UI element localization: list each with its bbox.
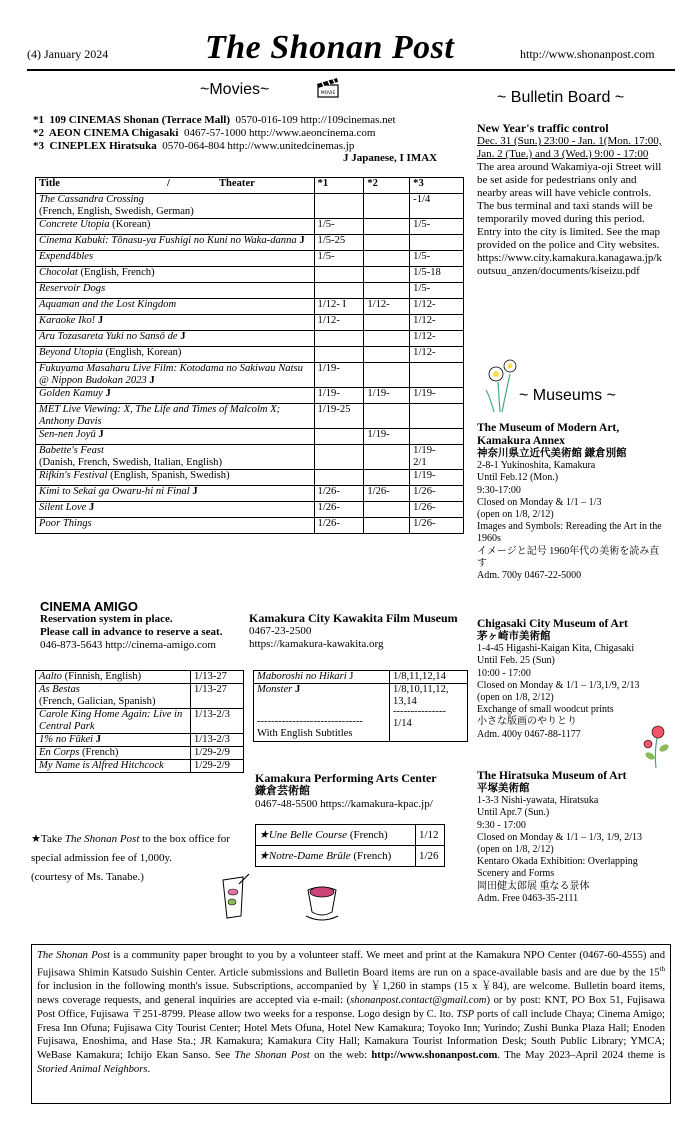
bulletin-url[interactable]: https://www.city.kamakura.kanagawa.jp/koutsuu_anzen/documents/kiseizu.pdf bbox=[477, 252, 662, 277]
theater-c1 bbox=[314, 445, 364, 470]
theater-c2: 1/19- bbox=[364, 429, 410, 445]
amigo-line1: Reservation system in place. bbox=[40, 613, 173, 625]
theater-c3: 1/19- bbox=[410, 470, 464, 486]
theater-c1: 1/26- bbox=[314, 486, 364, 502]
movie-title-cell bbox=[36, 347, 315, 363]
theater-c2 bbox=[364, 315, 410, 331]
movie-schedule-table bbox=[35, 177, 464, 534]
theater-c3 bbox=[410, 235, 464, 251]
museums-heading: ~ Museums ~ bbox=[519, 387, 616, 404]
movie-title: Silent Love bbox=[39, 502, 87, 513]
table-row bbox=[36, 315, 464, 331]
movie-lang: (Korean) bbox=[109, 219, 151, 230]
camellia-icon bbox=[640, 720, 674, 770]
movie-lang: J bbox=[102, 388, 111, 399]
svg-text:MOVIE: MOVIE bbox=[320, 91, 336, 96]
theater-c1 bbox=[314, 331, 364, 347]
theater-c3: 1/26- bbox=[410, 486, 464, 502]
movie-title-cell bbox=[36, 363, 315, 388]
theater-c1: 1/19-25 bbox=[314, 404, 364, 429]
theater-c1: 1/19- bbox=[314, 388, 364, 404]
movie-title-cell bbox=[36, 518, 315, 534]
theater-c2 bbox=[364, 347, 410, 363]
bulletin-heading: ~ Bulletin Board ~ bbox=[497, 89, 625, 106]
amigo-lang: (French, Galician, Spanish) bbox=[39, 696, 156, 707]
movie-title: Fukuyama Masaharu Live Film: Kotodama no Sakiwau Natsu @ Nippon Budokan 2023 bbox=[39, 363, 303, 386]
kpac-contact: 0467-48-5500 https://kamakura-kpac.jp/ bbox=[255, 798, 433, 810]
paint-palette-icon bbox=[213, 872, 253, 924]
cinema-1: *1 109 CINEMAS Shonan (Terrace Mall) 0570-016-109 http://109cinemas.net bbox=[33, 114, 396, 126]
bulletin-dates: Dec. 31 (Sun.) 23:00 - Jan. 1(Mon. 17:00, Jan. 2 (Tue.) and 3 (Wed.) 9:00 - 17:00 bbox=[477, 135, 662, 160]
theater-c1 bbox=[314, 283, 364, 299]
kawakita-phone: 0467-23-2500 bbox=[249, 625, 312, 637]
amigo-title: CINEMA AMIGO bbox=[40, 599, 138, 614]
table-row bbox=[36, 267, 464, 283]
theater-c2 bbox=[364, 363, 410, 388]
amigo-lang: (Finnish, English) bbox=[61, 671, 142, 682]
theater-c2: 1/26- bbox=[364, 486, 410, 502]
amigo-title-cell bbox=[36, 760, 191, 773]
theater-c2: 1/19- bbox=[364, 388, 410, 404]
amigo-lang: (French) bbox=[79, 747, 119, 758]
table-row bbox=[36, 299, 464, 315]
cinema-3: *3 CINEPLEX Hiratsuka 0570-064-804 http://www.unitedcinemas.jp bbox=[33, 140, 355, 152]
table-row bbox=[36, 283, 464, 299]
theater-c2 bbox=[364, 445, 410, 470]
theater-c2 bbox=[364, 502, 410, 518]
movie-title: Aquaman and the Lost Kingdom bbox=[39, 299, 177, 310]
header-title: Title / Theater bbox=[36, 178, 315, 194]
amigo-title: Carole King Home Again: Live in Central Park bbox=[39, 709, 183, 732]
movie-title: Golden Kamuy bbox=[39, 388, 103, 399]
theater-c3: 1/12- bbox=[410, 299, 464, 315]
theater-c3: 1/26- bbox=[410, 518, 464, 534]
theater-c1 bbox=[314, 429, 364, 445]
movie-lang: J bbox=[86, 502, 95, 513]
table-row bbox=[36, 684, 244, 709]
movie-title: Kimi to Sekai ga Owaru-hi ni Final bbox=[39, 486, 190, 497]
table-row bbox=[36, 470, 464, 486]
kawakita-title: Kamakura City Kawakita Film Museum bbox=[249, 611, 458, 625]
table-row bbox=[36, 734, 244, 747]
amigo-line2: Please call in advance to reserve a seat. bbox=[40, 626, 223, 638]
theater-c1: 1/19- bbox=[314, 363, 364, 388]
movie-title: Sen-nen Joyū bbox=[39, 429, 96, 440]
movie-title: Aru Tozasareta Yuki no Sansō de bbox=[39, 331, 178, 342]
theater-c1: 1/26- bbox=[314, 518, 364, 534]
kpac-schedule-table bbox=[255, 824, 445, 867]
table-row bbox=[36, 445, 464, 470]
amigo-date: 1/13-2/3 bbox=[191, 709, 244, 734]
movie-title-cell bbox=[36, 267, 315, 283]
theater-c2 bbox=[364, 331, 410, 347]
theater-c2 bbox=[364, 194, 410, 219]
movie-title-cell bbox=[36, 315, 315, 331]
movie-title-cell bbox=[36, 470, 315, 486]
theater-c3: -1/4 bbox=[410, 194, 464, 219]
theater-c3: 1/5- bbox=[410, 283, 464, 299]
theater-c2: 1/12- bbox=[364, 299, 410, 315]
theater-c3: 1/5- bbox=[410, 219, 464, 235]
header-rule bbox=[27, 69, 675, 71]
table-row bbox=[256, 846, 445, 867]
kawakita-info bbox=[249, 612, 474, 651]
theater-c2 bbox=[364, 404, 410, 429]
footer-web-link[interactable]: http://www.shonanpost.com bbox=[371, 1050, 498, 1062]
header-url[interactable]: http://www.shonanpost.com bbox=[520, 47, 655, 61]
movie-title-cell bbox=[36, 486, 315, 502]
theater-c2 bbox=[364, 283, 410, 299]
movie-title-cell bbox=[36, 404, 315, 429]
table-row bbox=[36, 388, 464, 404]
cinema-2: *2 AEON CINEMA Chigasaki 0467-57-1000 http://www.aeoncinema.com bbox=[33, 127, 376, 139]
movie-lang: J bbox=[146, 375, 155, 386]
museum-modern-art: The Museum of Modern Art, Kamakura Annex 神奈川県立近代美術館 鎌倉別館 2-8-1 Yukinoshita, Kamakura Until Feb.12 (Mon.) 9:30-17:00 Closed on Monday & 1/1 – 1/3 (open on 1/8, 2/12) Images and Symbols: Rereading the Art in the 1960s イメージと記号 1960年代の美術を読み直す Adm. 700y 0467-22-5000 bbox=[477, 422, 662, 582]
movie-clapper-icon bbox=[315, 74, 341, 100]
amigo-title: Aalto bbox=[39, 671, 62, 682]
kpac-title: Kamakura Performing Arts Center bbox=[255, 771, 437, 785]
movies-heading: ~Movies~ bbox=[200, 81, 270, 98]
amigo-title-cell bbox=[36, 747, 191, 760]
table-row bbox=[36, 747, 244, 760]
table-row bbox=[36, 486, 464, 502]
movie-title-cell bbox=[36, 502, 315, 518]
table-row bbox=[36, 429, 464, 445]
theater-c1 bbox=[314, 347, 364, 363]
movie-title: Babette's Feast bbox=[39, 445, 104, 456]
museum-chigasaki: Chigasaki City Museum of Art 茅ヶ崎市美術館 1-4-45 Higashi-Kaigan Kita, Chigasaki Until Feb. 25 (Sun) 10:00 - 17:00 Closed on Monday & 1/1 – 1/3,1/9, 2/13 (open on 1/8, 2/12) Exchange of small woodcut prints 小さな版画のやりとり Adm. 400y 0467-88-1177 bbox=[477, 618, 640, 740]
movie-lang: (English, Korean) bbox=[102, 347, 182, 358]
theater-c3: 1/12- bbox=[410, 347, 464, 363]
theater-c3 bbox=[410, 429, 464, 445]
movie-title: Concrete Utopia bbox=[39, 219, 110, 230]
movie-title-cell bbox=[36, 429, 315, 445]
kpac-date: 1/26 bbox=[416, 846, 445, 867]
kawakita-url[interactable]: https://kamakura-kawakita.org bbox=[249, 638, 384, 650]
theater-c3: 1/19- bbox=[410, 388, 464, 404]
admission-note: ★Take The Shonan Post to the box office for special admission fee of 1,000y. (courtesy of Ms. Tanabe.) bbox=[31, 833, 230, 883]
theater-c1 bbox=[314, 194, 364, 219]
footer-box: The Shonan Post is a community paper brought to you by a volunteer staff. We meet and print at the Kamakura NPO Center (0467-60-4555) and Fujisawa Shimin Katsudo Suishin Center. Article submissions and Bulletin Board items are run on a space-available basis and are due by the 15th for inclusion in the following month's issue. Subscriptions, accompanied by ￥1,260 in stamps (15 x ￥84), are welcome. Bulletin board items, news coverage requests, and general inquiries are accepted via e-mail: (shonanpost.contact@gmail.com) or by post: KNT, PO Box 51, Fujisawa Post Office, Fujisawa 〒251-8799. Please allow two weeks for a response. Logo design by C. Ito. TSP ports of call include Chaya; Cinema Amigo; Fresa Inn Ofuna; Fujisawa City Tourist Center; Hotel Mets Ofuna, Hotel New Kamakura; Toyoko Inn; Yurindo; Zushi Bunka Plaza Hall; Enoden Fujisawa, Enoshima, and Hase Sta.; JR Kamakura; Kamakura City Hall; Kamakura Tourist Information Desk; South Public Library; YMCA; WeBase Kamakura; Ichijo Ekan Sanso. See The Shonan Post on the web: http://www.shonanpost.com. The May 2023–April 2024 theme is Storied Animal Neighbors. bbox=[31, 944, 671, 1104]
movie-title-cell bbox=[36, 235, 315, 251]
cinema-amigo-info bbox=[40, 600, 250, 652]
movie-title-cell bbox=[36, 445, 315, 470]
amigo-date: 1/29-2/9 bbox=[191, 747, 244, 760]
kpac-title: ★Notre-Dame Brûle bbox=[259, 850, 351, 862]
movie-title-cell bbox=[36, 299, 315, 315]
movie-title: Chocolat bbox=[39, 267, 78, 278]
theater-c2 bbox=[364, 470, 410, 486]
movie-title: Beyond Utopia bbox=[39, 347, 103, 358]
kpac-info bbox=[255, 772, 475, 811]
issue-date: (4) January 2024 bbox=[27, 47, 109, 61]
amigo-contact: 046-873-5643 http://cinema-amigo.com bbox=[40, 639, 216, 651]
movie-title: Reservoir Dogs bbox=[39, 283, 106, 294]
table-row: Monster J ------------------------------ With English Subtitles 1/8,10,11,12, 13,14 --------------- 1/14 bbox=[254, 684, 468, 742]
table-row: Maboroshi no Hikari J 1/8,11,12,14 bbox=[254, 671, 468, 684]
amigo-title-cell bbox=[36, 709, 191, 734]
theater-c3: 1/5- bbox=[410, 251, 464, 267]
theater-c1 bbox=[314, 470, 364, 486]
theater-c2 bbox=[364, 235, 410, 251]
teacup-icon bbox=[300, 880, 344, 924]
bulletin-board bbox=[477, 122, 665, 278]
table-row bbox=[36, 404, 464, 429]
movie-lang: J bbox=[95, 429, 104, 440]
theater-c2 bbox=[364, 219, 410, 235]
theater-c1: 1/12- bbox=[314, 315, 364, 331]
theater-c3 bbox=[410, 404, 464, 429]
movie-lang: (French, English, Swedish, German) bbox=[39, 206, 194, 217]
museum-hiratsuka: The Hiratsuka Museum of Art 平塚美術館 1-3-3 Nishi-yawata, Hiratsuka Until Apr.7 (Sun.) 9:30 - 17:00 Closed on Monday & 1/1 – 1/3, 1/9, 2/13 (open on 1/8, 2/12) Kentaro Okada Exhibition: Overlapping Scenery and Forms 岡田健太郎展 重なる景体 Adm. Free 0463-35-2111 bbox=[477, 770, 642, 904]
kpac-title-cell bbox=[256, 825, 416, 846]
theater-c2 bbox=[364, 251, 410, 267]
table-row bbox=[36, 347, 464, 363]
movie-title: The Cassandra Crossing bbox=[39, 194, 144, 205]
movie-title: Rifkin's Festival bbox=[39, 470, 108, 481]
movie-lang: (Danish, French, Swedish, Italian, English) bbox=[39, 457, 223, 468]
legend: J Japanese, I IMAX bbox=[343, 152, 438, 164]
theater-c2 bbox=[364, 518, 410, 534]
movie-title-cell bbox=[36, 251, 315, 267]
movie-lang: J bbox=[95, 315, 104, 326]
amigo-title: As Bestas bbox=[39, 684, 80, 695]
movie-lang: (English, French) bbox=[77, 267, 155, 278]
table-row bbox=[36, 709, 244, 734]
movie-title-cell bbox=[36, 283, 315, 299]
theater-c1: 1/5-25 bbox=[314, 235, 364, 251]
amigo-title: En Corps bbox=[39, 747, 80, 758]
table-header-row bbox=[36, 178, 464, 194]
amigo-title: My Name is Alfred Hitchcock bbox=[39, 760, 164, 771]
daffodil-icon bbox=[480, 352, 520, 414]
header-c2: *2 bbox=[364, 178, 410, 194]
theater-c1: 1/5- bbox=[314, 251, 364, 267]
movie-title-cell bbox=[36, 388, 315, 404]
theater-c1: 1/12- I bbox=[314, 299, 364, 315]
amigo-title: 1% no Fūkei bbox=[39, 734, 94, 745]
kpac-lang: (French) bbox=[347, 829, 388, 841]
bulletin-title: New Year's traffic control bbox=[477, 121, 609, 135]
amigo-title-cell bbox=[36, 684, 191, 709]
amigo-date: 1/13-2/3 bbox=[191, 734, 244, 747]
theater-c1 bbox=[314, 267, 364, 283]
header-c1: *1 bbox=[314, 178, 364, 194]
amigo-date: 1/13-27 bbox=[191, 684, 244, 709]
movie-title: Expend4bles bbox=[39, 251, 94, 262]
amigo-title-cell bbox=[36, 671, 191, 684]
theater-c3: 1/26- bbox=[410, 502, 464, 518]
bulletin-body: The area around Wakamiya-oji Street will be set aside for pedestrians only and nearby areas will have vehicle controls. The bus terminal and taxi stands will be temporarily moved during this period. Entry into the city is limited. See the map provided on the police and City websites. bbox=[477, 161, 662, 251]
movie-title-cell bbox=[36, 194, 315, 219]
amigo-lang: J bbox=[93, 734, 102, 745]
header-c3: *3 bbox=[410, 178, 464, 194]
table-row bbox=[36, 363, 464, 388]
kpac-jp: 鎌倉芸術館 bbox=[255, 785, 310, 797]
theater-c3: 1/12- bbox=[410, 315, 464, 331]
movie-title: Cinema Kabuki: Tōnasu-ya Fushigi no Kuni no Waka-danna bbox=[39, 235, 297, 246]
kpac-lang: (French) bbox=[350, 850, 392, 862]
table-row bbox=[256, 825, 445, 846]
amigo-date: 1/29-2/9 bbox=[191, 760, 244, 773]
theater-c3: 1/5-18 bbox=[410, 267, 464, 283]
amigo-title-cell bbox=[36, 734, 191, 747]
movie-title: MET Live Viewing: X, The Life and Times of Malcolm X; Anthony Davis bbox=[39, 404, 281, 427]
table-row bbox=[36, 251, 464, 267]
theater-c3 bbox=[410, 363, 464, 388]
theater-c3: 1/12- bbox=[410, 331, 464, 347]
masthead-title: The Shonan Post bbox=[205, 29, 455, 66]
table-row bbox=[36, 518, 464, 534]
movie-title-cell bbox=[36, 331, 315, 347]
movie-title: Poor Things bbox=[39, 518, 92, 529]
kpac-title-cell bbox=[256, 846, 416, 867]
cinema-list bbox=[33, 114, 463, 153]
movie-title: Karaoke Iko! bbox=[39, 315, 96, 326]
kawakita-schedule-table bbox=[253, 670, 468, 742]
movie-lang: J bbox=[189, 486, 198, 497]
table-row bbox=[36, 194, 464, 219]
kpac-title: ★Une Belle Course bbox=[259, 829, 348, 841]
table-row bbox=[36, 671, 244, 684]
theater-c1: 1/5- bbox=[314, 219, 364, 235]
movie-title-cell bbox=[36, 219, 315, 235]
table-row bbox=[36, 760, 244, 773]
theater-c3: 1/19- 2/1 bbox=[410, 445, 464, 470]
amigo-date: 1/13-27 bbox=[191, 671, 244, 684]
movie-lang: J bbox=[296, 235, 305, 246]
movie-lang: J bbox=[177, 331, 186, 342]
theater-c1: 1/26- bbox=[314, 502, 364, 518]
theater-c2 bbox=[364, 267, 410, 283]
table-row bbox=[36, 235, 464, 251]
movie-lang: (English, Spanish, Swedish) bbox=[107, 470, 230, 481]
amigo-schedule-table bbox=[35, 670, 244, 773]
table-row bbox=[36, 219, 464, 235]
kpac-date: 1/12 bbox=[416, 825, 445, 846]
table-row bbox=[36, 502, 464, 518]
table-row bbox=[36, 331, 464, 347]
